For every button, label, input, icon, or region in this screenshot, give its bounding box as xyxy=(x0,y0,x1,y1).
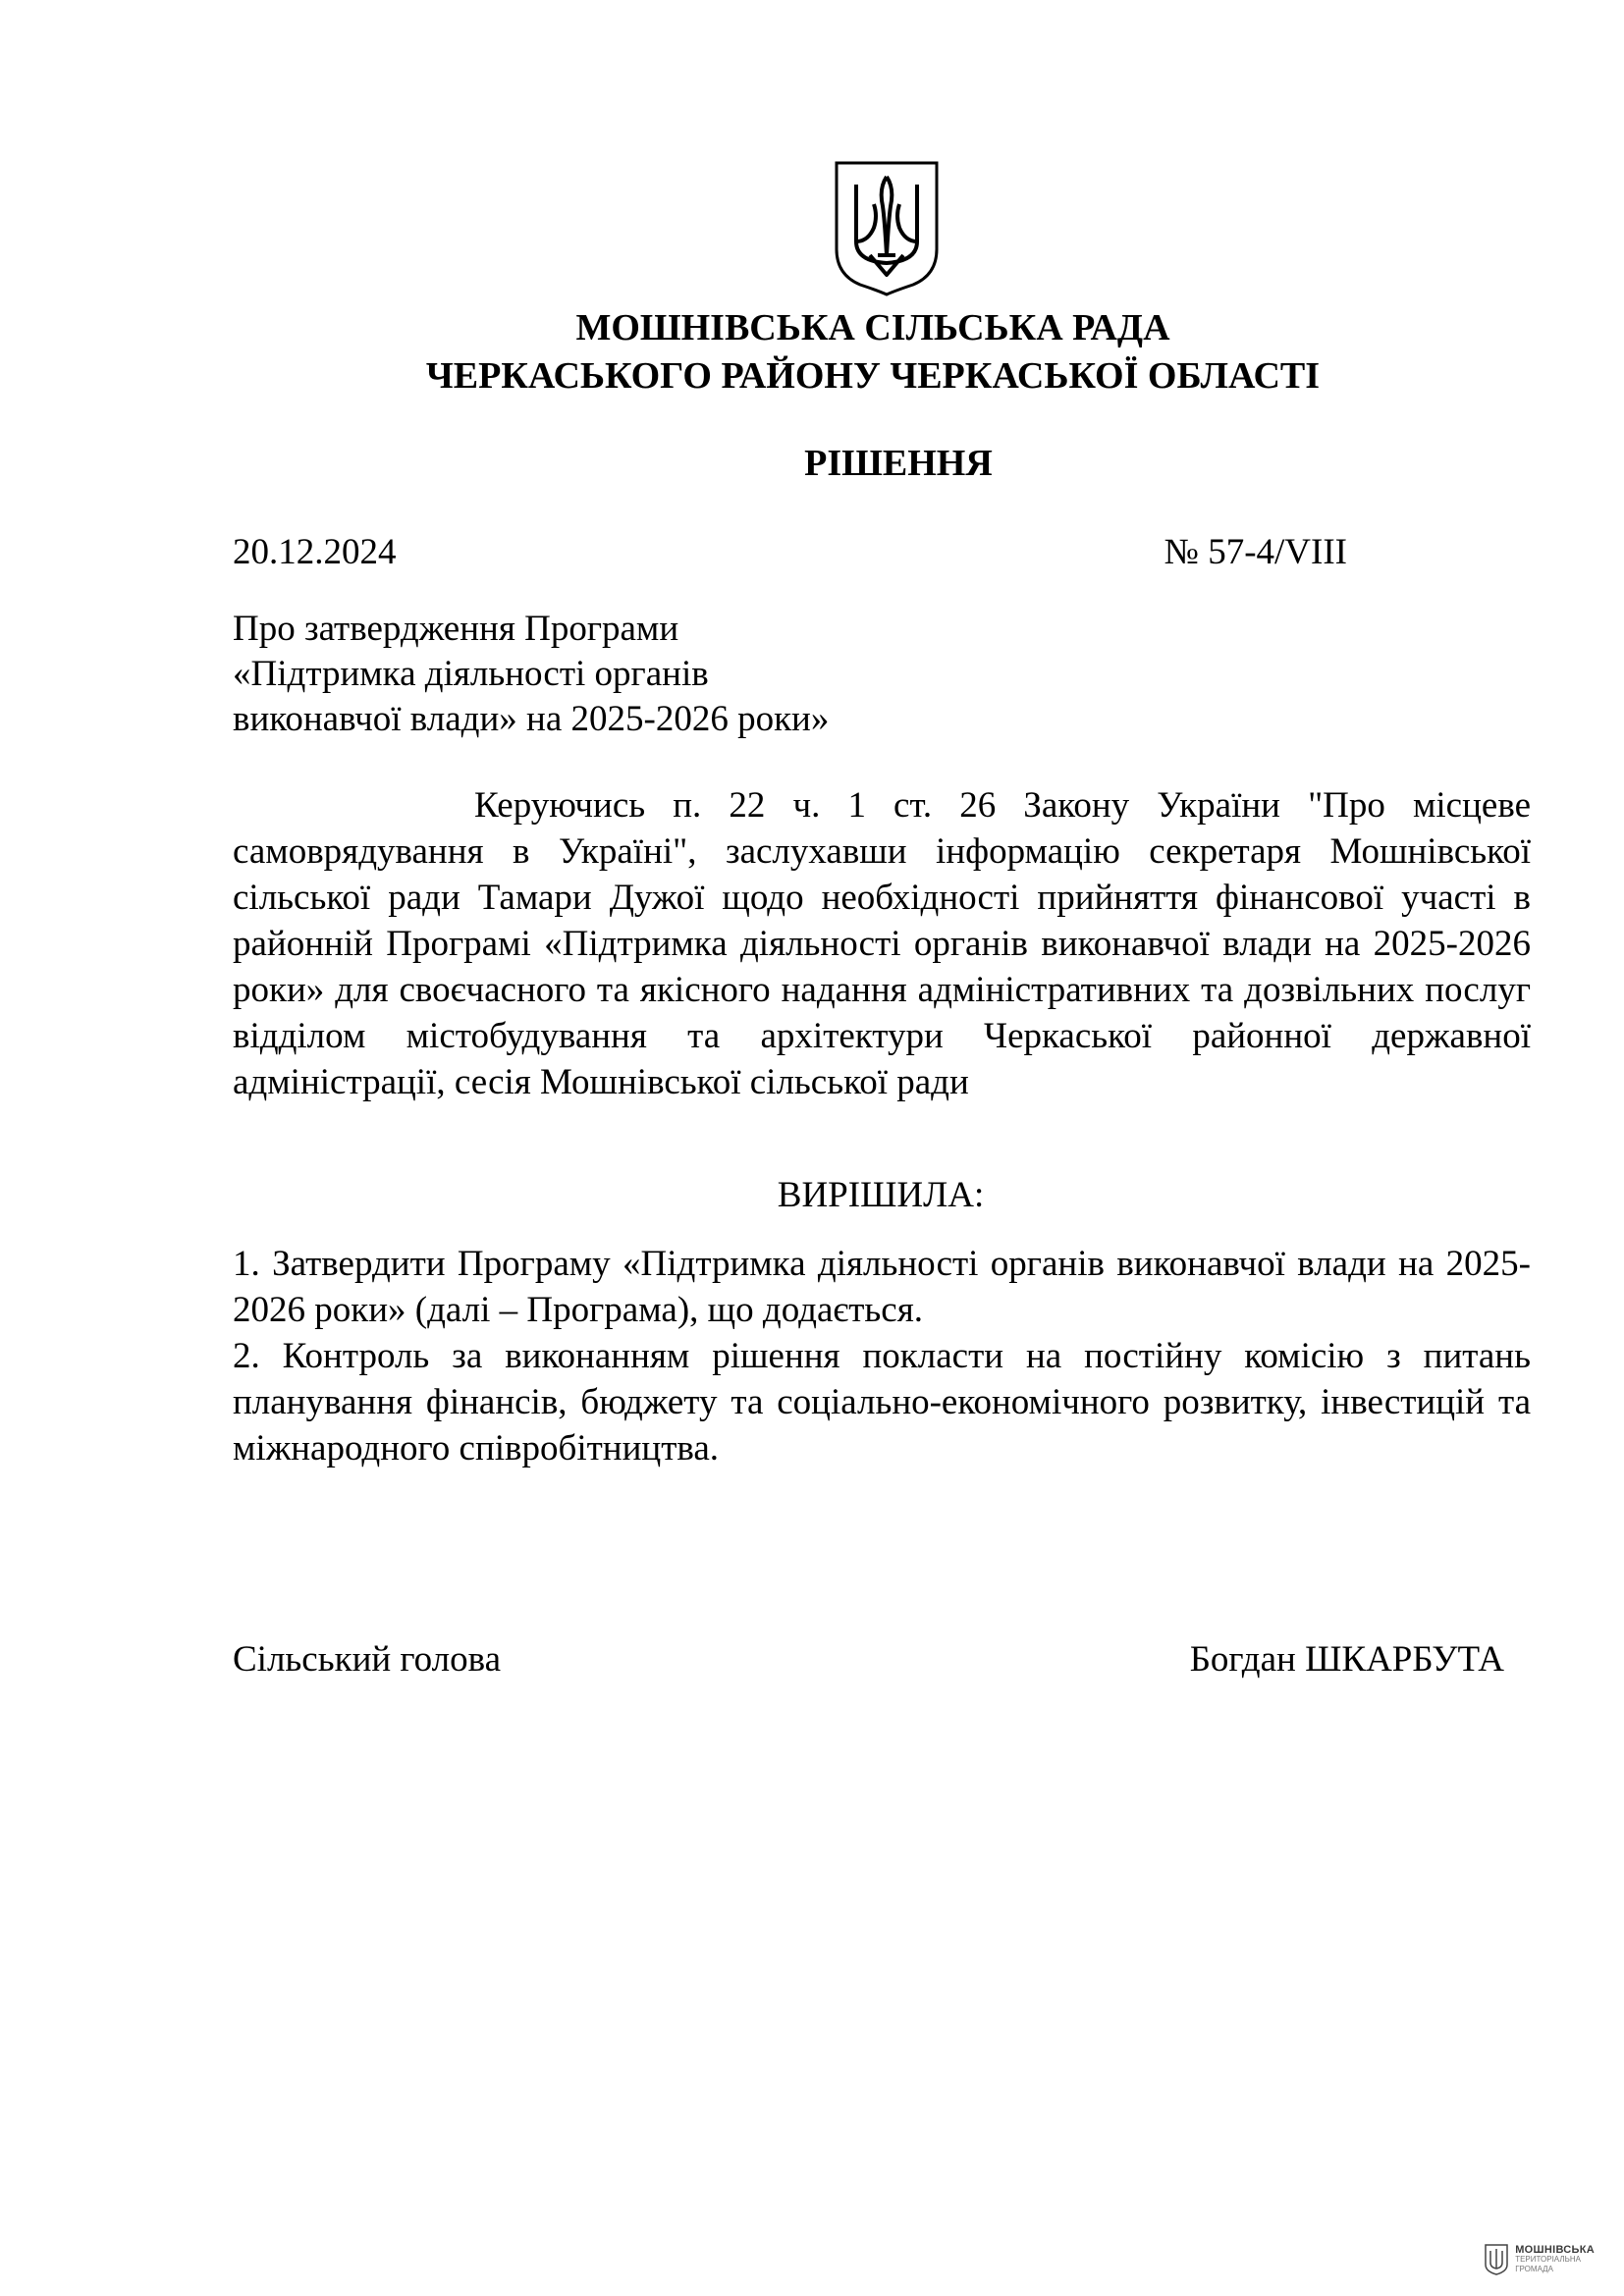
decision-subject xyxy=(233,607,829,742)
decision-number: № 57-4/VIII xyxy=(1164,532,1347,572)
decision-clause-1: 1. Затвердити Програму «Підтримка діяльності органів виконавчої влади на 2025-2026 роки» (далі – Програма), що додається. xyxy=(233,1244,1531,1330)
signer-name: Богдан ШКАРБУТА xyxy=(1189,1639,1504,1680)
subject-line: «Підтримка діяльності органів xyxy=(233,654,709,694)
subject-line: Про затвердження Програми xyxy=(233,609,679,649)
decision-clause-2: 2. Контроль за виконанням рішення покласти на постійну комісію з питань планування фінансів, бюджету та соціально-економічного розвитку, інвестицій та міжнародного співробітництва. xyxy=(233,1336,1531,1468)
decision-date: 20.12.2024 xyxy=(233,532,397,572)
logo-subtitle-1: ТЕРИТОРІАЛЬНА xyxy=(1515,2255,1581,2264)
logo-title: МОШНІВСЬКА xyxy=(1515,2244,1595,2256)
preamble-paragraph: Керуючись п. 22 ч. 1 ст. 26 Закону України "Про місцеве самоврядування в Україні", заслухавши інформацію секретаря Мошнівської сільської ради Тамари Дужої щодо необхідності прийняття фінансової участі в районній Програмі «Підтримка діяльності органів виконавчої влади на 2025-2026 роки» для своєчасного та якісного надання адміністративних та дозвільних послуг відділом містобудування та архітектури Черкаської районної державної адміністрації, сесія Мошнівської сільської ради xyxy=(233,785,1531,1102)
ukraine-trident-icon xyxy=(833,159,941,296)
decision-heading: ВИРІШИЛА: xyxy=(777,1175,985,1215)
council-name: МОШНІВСЬКА СІЛЬСЬКА РАДА xyxy=(575,307,1170,348)
logo-subtitle-2: ГРОМАДА xyxy=(1515,2265,1553,2273)
subject-line: виконавчої влади» на 2025-2026 роки» xyxy=(233,699,830,739)
decision-clauses xyxy=(233,1241,1531,1471)
district-name: ЧЕРКАСЬКОГО РАЙОНУ ЧЕРКАСЬКОЇ ОБЛАСТІ xyxy=(425,355,1321,397)
document-type-title: РІШЕННЯ xyxy=(804,443,993,484)
community-logo xyxy=(1484,2243,1595,2276)
community-trident-icon xyxy=(1484,2243,1509,2276)
signer-title: Сільський голова xyxy=(233,1639,502,1680)
